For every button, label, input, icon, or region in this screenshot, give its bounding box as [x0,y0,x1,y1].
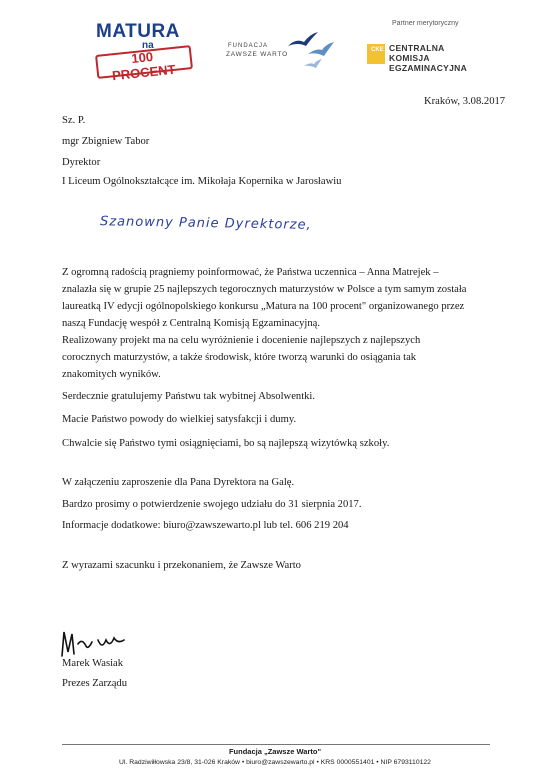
signer-name: Marek Wasiak [62,658,124,669]
paragraph-line: naszą Fundację wespół z Centralną Komisją Egzaminacyjną. [62,318,320,329]
partner-label: Partner merytoryczny [392,20,459,27]
recipient-salutation: Sz. P. [62,115,86,126]
recipient-title: Dyrektor [62,157,101,168]
handwritten-greeting: Szanowny Panie Dyrektorze, [99,214,312,233]
partner-name-line: CENTRALNA [389,43,445,53]
paragraph-line: Bardzo prosimy o potwierdzenie swojego udziału do 31 sierpnia 2017. [62,499,362,510]
matura-logo-na: na [142,40,154,51]
foundation-logo-line2: ZAWSZE WARTO [226,51,288,58]
footer-organization: Fundacja „Zawsze Warto" [228,747,322,756]
footer-divider [62,744,490,745]
partner-name-line: EGZAMINACYJNA [389,63,468,73]
footer-details: Ul. Radziwiłłowska 23/8, 31-026 Kraków • biuro@zawszewarto.pl • KRS 0000551401 • NIP 6793110122 [119,759,431,766]
birds-logo-icon [286,30,336,72]
matura-logo-word: MATURA [96,21,180,42]
signer-position: Prezes Zarządu [62,678,127,689]
paragraph-line: corocznych maturzystów, a także środowisk, które tworzą warunki do osiągania tak [62,352,417,363]
partner-name-line: KOMISJA [389,53,430,63]
paragraph-line: W załączeniu zaproszenie dla Pana Dyrektora na Galę. [62,477,295,488]
paragraph-line: laureatką IV edycji ogólnopolskiego konkursu „Matura na 100 procent" organizowanego przez [62,301,465,312]
cke-logo-icon [367,44,385,64]
paragraph-line: Serdecznie gratulujemy Państwu tak wybitnej Absolwentki. [62,391,316,402]
partner-name [389,43,467,73]
paragraph-line: Macie Państwo powody do wielkiej satysfakcji i dumy. [62,414,297,425]
recipient-school: I Liceum Ogólnokształcące im. Mikołaja Kopernika w Jarosławiu [62,176,342,187]
paragraph-line: znalazła się w grupie 25 najlepszych tegorocznych maturzystów w Polsce a tym samym została [62,284,467,295]
closing-line: Z wyrazami szacunku i przekonaniem, że Zawsze Warto [62,560,301,571]
letter-date: Kraków, 3.08.2017 [424,96,506,107]
paragraph-line: Informacje dodatkowe: biuro@zawszewarto.pl lub tel. 606 219 204 [62,520,349,531]
paragraph-line: Z ogromną radością pragniemy poinformować, że Państwa uczennica – Anna Matrejek – [62,267,439,278]
cke-icon-text: CKE [371,47,384,53]
recipient-name: mgr Zbigniew Tabor [62,136,150,147]
paragraph-line: Realizowany projekt ma na celu wyróżnienie i docenienie najlepszych z najlepszych [62,335,421,346]
paragraph-line: znakomitych wyników. [62,369,161,380]
matura-logo-badge-text: 100 PROCENT [111,48,177,84]
foundation-logo-line1: FUNDACJA [228,43,269,49]
paragraph-line: Chwalcie się Państwo tymi osiągnięciami, bo są najlepszą wizytówką szkoły. [62,438,390,449]
